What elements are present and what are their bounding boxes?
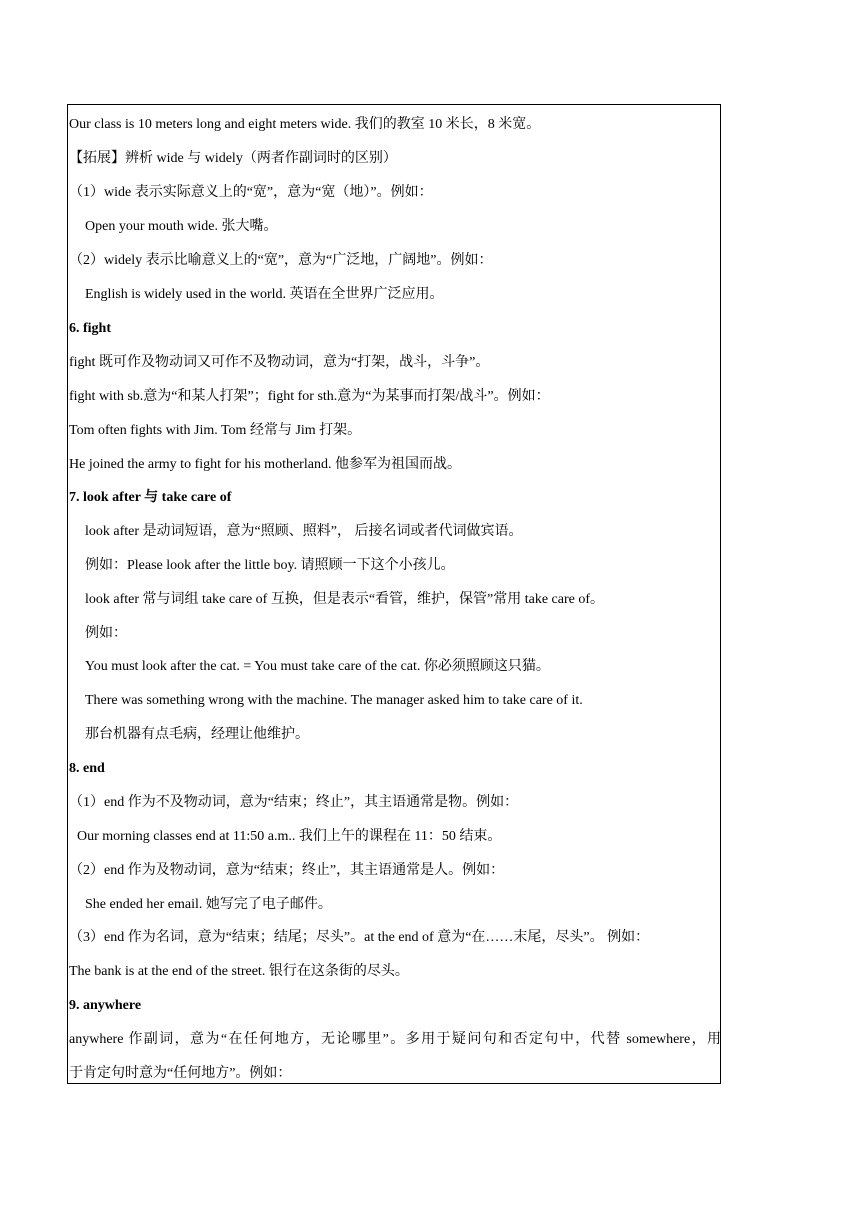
point-text: （1）wide 表示实际意义上的“宽”，意为“宽（地）”。例如： bbox=[69, 185, 433, 200]
example-sentence: There was something wrong with the machine. The manager asked him to take care of it. bbox=[85, 693, 583, 708]
point-text: look after 常与词组 take care of 互换，但是表示“看管，维护，保管”常用 take care of。 bbox=[85, 592, 605, 607]
point-text: anywhere 作副词，意为“在任何地方，无论哪里”。多用于疑问句和否定句中，代替 somewhere，用 bbox=[69, 1032, 721, 1047]
section-heading: 6. fight bbox=[69, 321, 111, 336]
example-sentence: You must look after the cat. = You must take care of the cat. 你必须照顾这只猫。 bbox=[85, 659, 550, 674]
example-sentence: Our morning classes end at 11:50 a.m.. 我们上午的课程在 11：50 结束。 bbox=[77, 829, 502, 844]
example-sentence: Tom often fights with Jim. Tom 经常与 Jim 打架。 bbox=[69, 423, 362, 438]
example-label: 例如： bbox=[85, 626, 127, 641]
example-sentence: 例如：Please look after the little boy. 请照顾一下这个小孩儿。 bbox=[85, 558, 455, 573]
section-heading: 9. anywhere bbox=[69, 998, 142, 1013]
point-text: 于肯定句时意为“任何地方”。例如： bbox=[69, 1066, 292, 1081]
example-sentence: The bank is at the end of the street. 银行在这条街的尽头。 bbox=[69, 964, 409, 979]
example-sentence: Open your mouth wide. 张大嘴。 bbox=[85, 219, 278, 234]
point-text: fight 既可作及物动词又可作不及物动词，意为“打架，战斗，斗争”。 bbox=[69, 355, 490, 370]
content-table-cell bbox=[67, 104, 721, 1084]
point-text: （3）end 作为名词，意为“结束；结尾；尽头”。at the end of 意为“在……末尾，尽头”。 例如： bbox=[69, 930, 650, 945]
point-text: （2）widely 表示比喻意义上的“宽”，意为“广泛地，广阔地”。例如： bbox=[69, 253, 493, 268]
extension-heading: 【拓展】辨析 wide 与 widely（两者作副词时的区别） bbox=[69, 151, 397, 166]
point-text: （2）end 作为及物动词，意为“结束；终止”，其主语通常是人。例如： bbox=[69, 863, 505, 878]
section-heading: 7. look after 与 take care of bbox=[69, 490, 232, 505]
point-text: look after 是动词短语，意为“照顾、照料”， 后接名词或者代词做宾语。 bbox=[85, 524, 523, 539]
point-text: （1）end 作为不及物动词，意为“结束；终止”，其主语通常是物。例如： bbox=[69, 795, 519, 810]
example-sentence: English is widely used in the world. 英语在全世界广泛应用。 bbox=[85, 287, 444, 302]
example-translation: 那台机器有点毛病，经理让他维护。 bbox=[85, 727, 309, 742]
example-sentence: She ended her email. 她写完了电子邮件。 bbox=[85, 897, 332, 912]
section-heading: 8. end bbox=[69, 761, 105, 776]
example-sentence: Our class is 10 meters long and eight meters wide. 我们的教室 10 米长，8 米宽。 bbox=[69, 117, 541, 132]
point-text: fight with sb.意为“和某人打架”；fight for sth.意为“为某事而打架/战斗”。例如： bbox=[69, 389, 550, 404]
example-sentence: He joined the army to fight for his motherland. 他参军为祖国而战。 bbox=[69, 457, 461, 472]
